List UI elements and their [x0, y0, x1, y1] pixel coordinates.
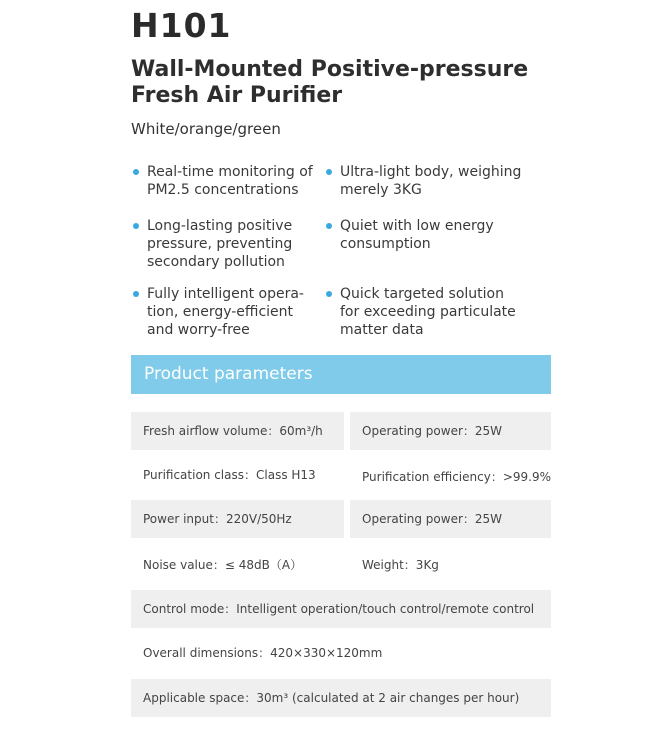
feature-line: Quick targeted solution	[340, 286, 504, 302]
feature-line: secondary pollution	[147, 254, 285, 270]
param-operating-power: Operating power：25W	[350, 412, 551, 450]
feature-line: tion, energy-efficient	[147, 304, 294, 320]
feature-item-realtime-monitoring	[133, 163, 327, 199]
feature-item-quick-targeted	[326, 285, 516, 339]
param-purification-class: Purification class：Class H13	[143, 468, 316, 482]
param-applicable-space: Applicable space：30m³ (calculated at 2 air changes per hour)	[131, 679, 551, 717]
feature-line: Long-lasting positive	[147, 218, 293, 234]
model-number: H101	[131, 6, 232, 45]
bullet-dot-icon	[326, 169, 332, 175]
feature-line: Quiet with low energy	[340, 218, 494, 234]
feature-line: PM2.5 concentrations	[147, 182, 299, 198]
param-overall-dimensions: Overall dimensions：420×330×120mm	[143, 646, 383, 660]
color-options: White/orange/green	[131, 120, 281, 138]
param-power-input: Power input：220V/50Hz	[131, 500, 344, 538]
product-title	[131, 57, 571, 109]
bullet-dot-icon	[133, 291, 139, 297]
feature-line: for exceeding particulate	[340, 304, 516, 320]
param-control-mode: Control mode：Intelligent operation/touch control/remote control	[131, 590, 551, 628]
bullet-dot-icon	[133, 223, 139, 229]
feature-item-intelligent-operation	[133, 285, 327, 339]
param-weight: Weight：3Kg	[362, 558, 439, 572]
feature-item-ultra-light	[326, 163, 540, 199]
feature-item-positive-pressure	[133, 217, 327, 271]
feature-line: Ultra-light body, weighing	[340, 164, 522, 180]
bullet-dot-icon	[326, 223, 332, 229]
feature-line: pressure, preventing	[147, 236, 293, 252]
feature-line: consumption	[340, 236, 431, 252]
feature-line: and worry-free	[147, 322, 250, 338]
product-parameters-header	[131, 355, 551, 394]
product-title-line-2: Fresh Air Purifier	[131, 83, 343, 108]
feature-line: merely 3KG	[340, 182, 422, 198]
param-operating-power-2: Operating power：25W	[350, 500, 551, 538]
feature-line: matter data	[340, 322, 424, 338]
param-noise-value: Noise value：≤ 48dB（A）	[143, 558, 303, 572]
feature-item-quiet-low-energy	[326, 217, 540, 253]
feature-line: Real-time monitoring of	[147, 164, 313, 180]
bullet-dot-icon	[133, 169, 139, 175]
product-title-line-1: Wall-Mounted Positive-pressure	[131, 57, 529, 82]
product-parameters-title: Product parameters	[144, 364, 313, 384]
param-purification-efficiency: Purification efficiency：>99.9%	[362, 470, 551, 484]
param-fresh-airflow: Fresh airflow volume：60m³/h	[131, 412, 344, 450]
bullet-dot-icon	[326, 291, 332, 297]
feature-line: Fully intelligent opera-	[147, 286, 304, 302]
